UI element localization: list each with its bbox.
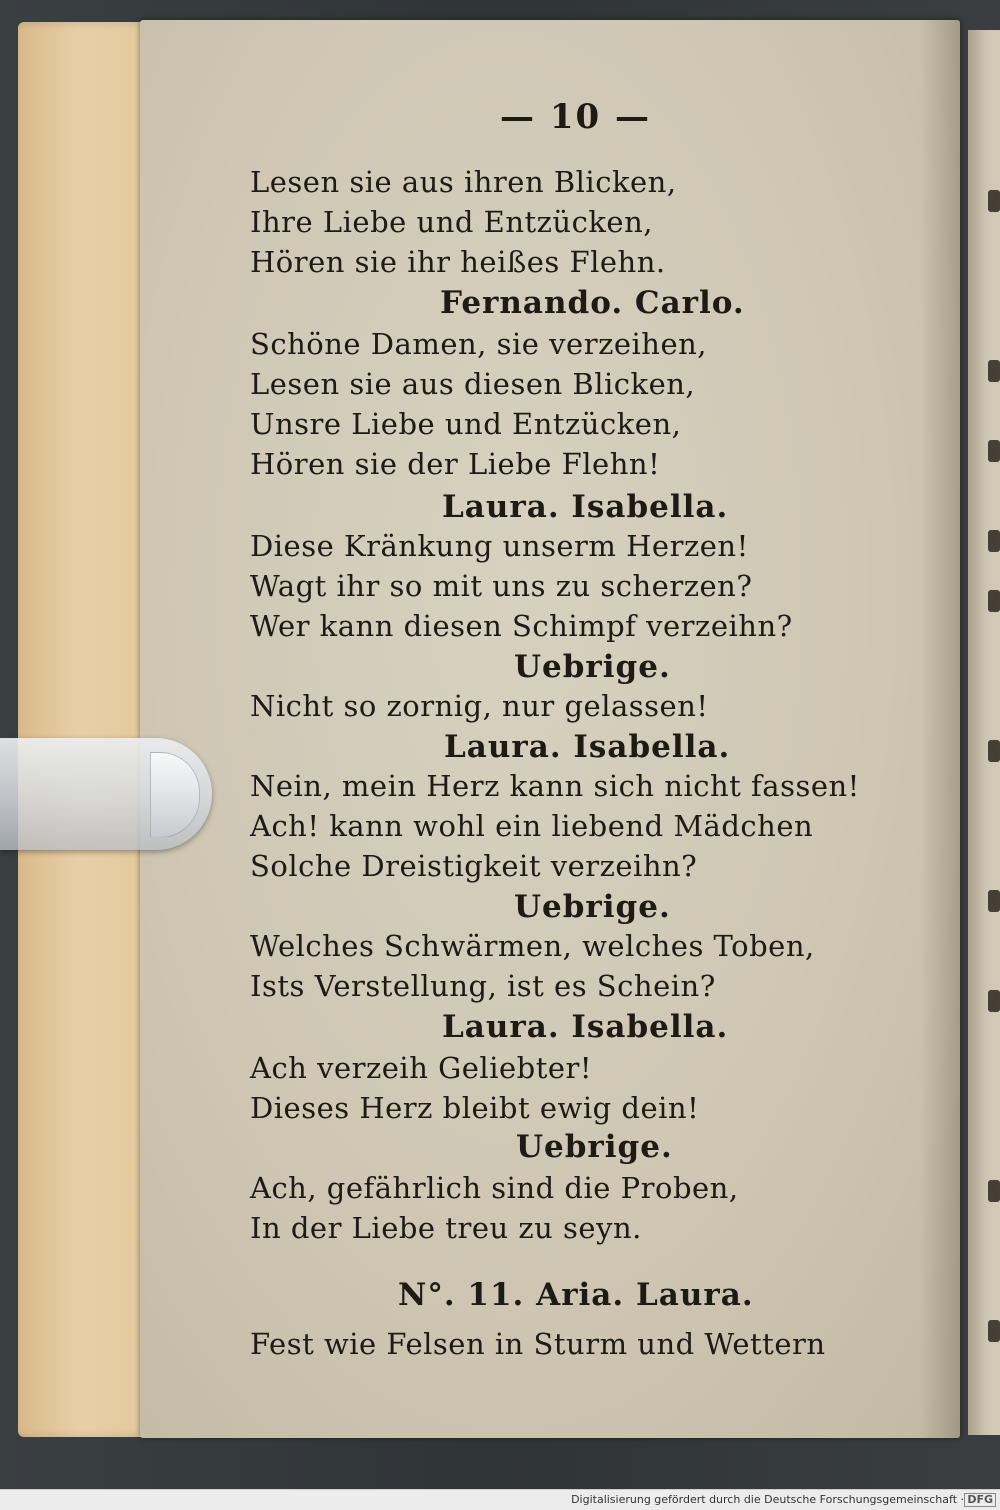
verse-line-8: Diese Kränkung unserm Herzen!	[250, 529, 749, 563]
verse-line-11: Nicht so zornig, nur gelassen!	[250, 689, 709, 723]
verse-line-21: Fest wie Felsen in Sturm und Wettern	[250, 1327, 826, 1361]
footer-credit: Digitalisierung gefördert durch die Deutsche Forschungsgemeinschaft ·	[571, 1493, 964, 1506]
verse-line-1: Lesen sie aus ihren Blicken,	[250, 165, 677, 199]
verse-line-16: Ists Verstellung, ist es Schein?	[250, 969, 716, 1003]
page-gutter-shadow	[920, 20, 960, 1438]
verse-line-2: Ihre Liebe und Entzücken,	[250, 205, 653, 239]
verse-line-12: Nein, mein Herz kann sich nicht fassen!	[250, 769, 860, 803]
verse-line-7: Hören sie der Liebe Flehn!	[250, 447, 661, 481]
verse-line-20: In der Liebe treu zu seyn.	[250, 1211, 642, 1245]
speaker-uebrige-3: Uebrige.	[516, 1129, 673, 1165]
verse-line-4: Schöne Damen, sie verzeihen,	[250, 327, 708, 361]
verse-line-5: Lesen sie aus diesen Blicken,	[250, 367, 696, 401]
verse-line-9: Wagt ihr so mit uns zu scherzen?	[250, 569, 753, 603]
verse-line-17: Ach verzeih Geliebter!	[250, 1051, 593, 1085]
page-number: — 10 —	[500, 97, 651, 137]
section-heading: N°. 11. Aria. Laura.	[398, 1277, 754, 1313]
glass-page-holder	[0, 738, 212, 850]
glass-page-holder-rim	[150, 752, 200, 838]
speaker-laura-isabella-2: Laura. Isabella.	[444, 729, 731, 765]
facing-page-edge	[968, 30, 1000, 1435]
verse-line-13: Ach! kann wohl ein liebend Mädchen	[250, 809, 814, 843]
verse-line-18: Dieses Herz bleibt ewig dein!	[250, 1091, 700, 1125]
verse-line-19: Ach, gefährlich sind die Proben,	[250, 1171, 739, 1205]
verse-line-3: Hören sie ihr heißes Flehn.	[250, 245, 666, 279]
speaker-uebrige-2: Uebrige.	[514, 889, 671, 925]
footer-bar	[0, 1489, 1000, 1510]
speaker-laura-isabella-3: Laura. Isabella.	[442, 1009, 729, 1045]
dfg-logo: DFG	[964, 1493, 996, 1507]
verse-line-10: Wer kann diesen Schimpf verzeihn?	[250, 609, 793, 643]
verse-line-6: Unsre Liebe und Entzücken,	[250, 407, 682, 441]
speaker-uebrige-1: Uebrige.	[514, 649, 671, 685]
verse-line-15: Welches Schwärmen, welches Toben,	[250, 929, 815, 963]
verse-line-14: Solche Dreistigkeit verzeihn?	[250, 849, 698, 883]
speaker-fernando-carlo: Fernando. Carlo.	[440, 285, 745, 321]
speaker-laura-isabella-1: Laura. Isabella.	[442, 489, 729, 525]
